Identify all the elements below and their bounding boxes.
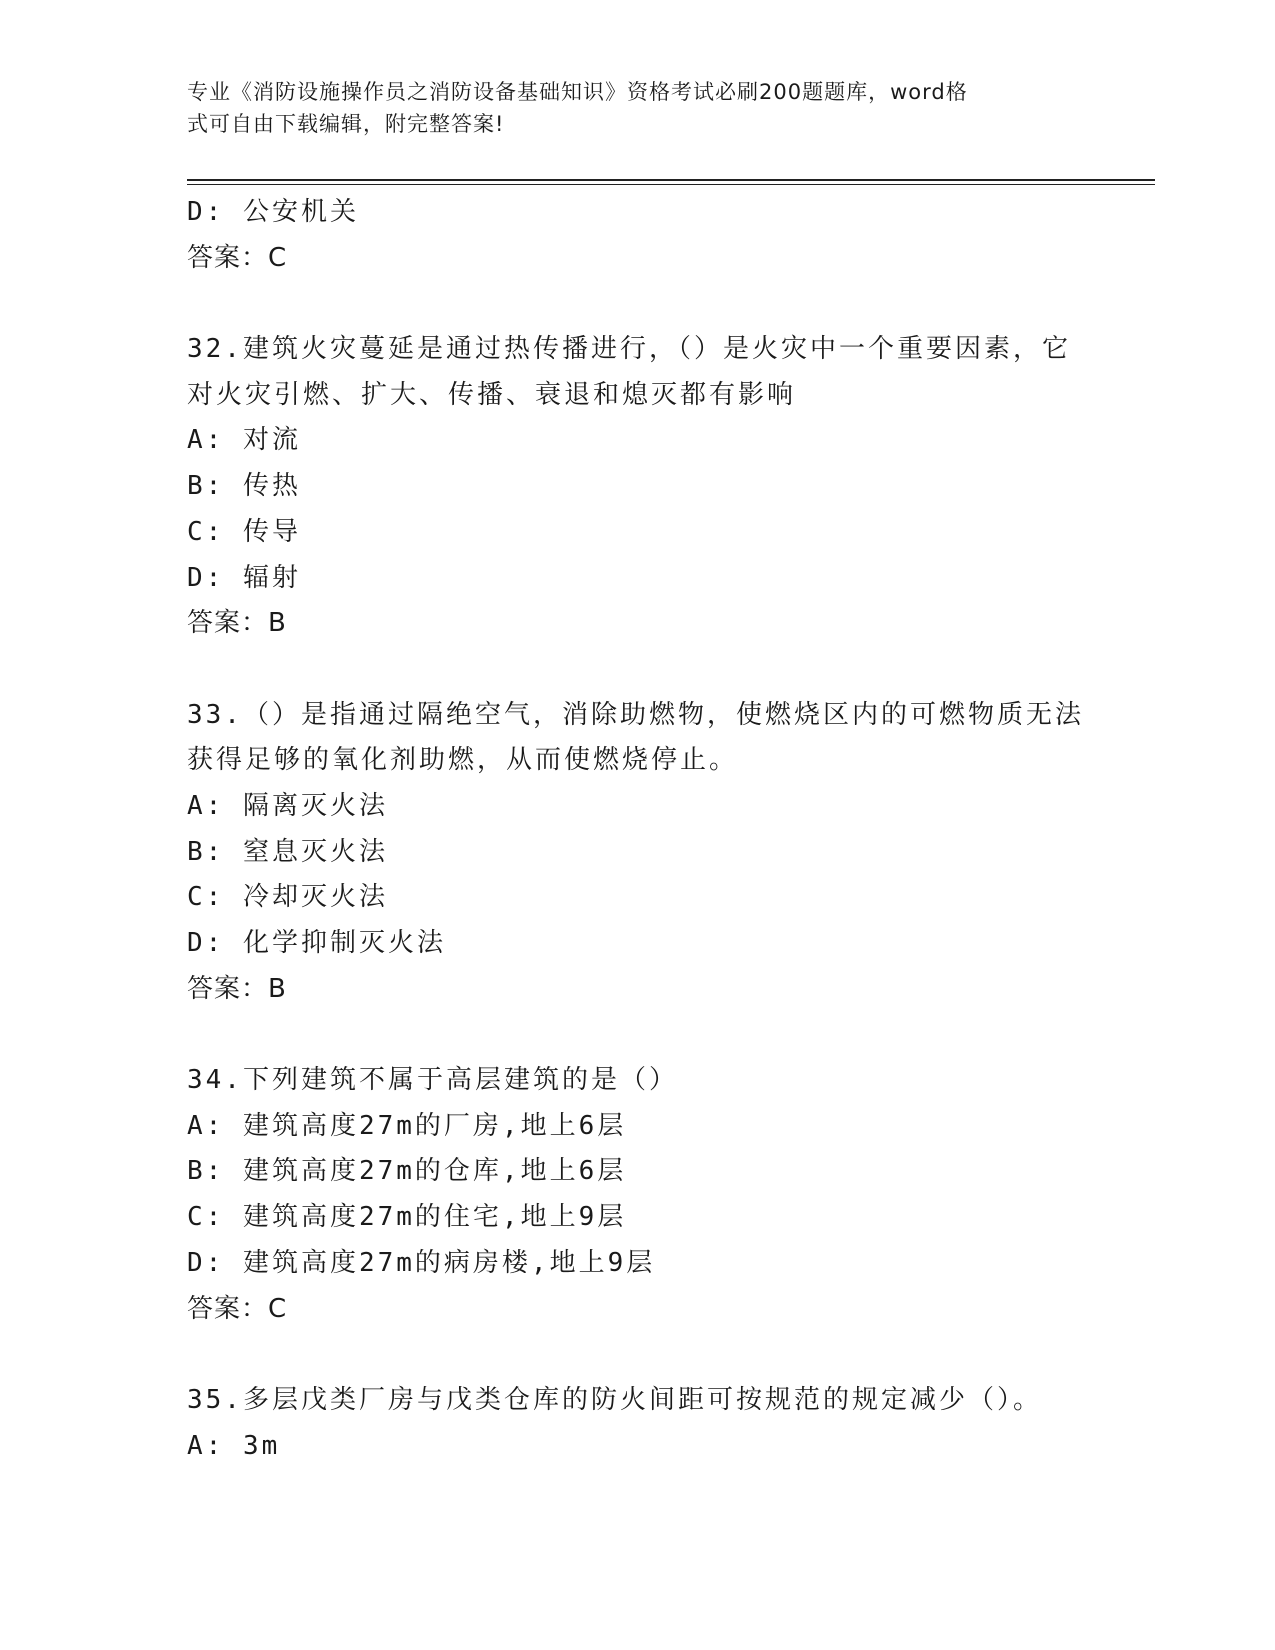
option-b: B: 建筑高度27m的仓库,地上6层 — [187, 1156, 627, 1187]
spacer — [187, 1012, 1155, 1058]
header-line-2: 式可自由下载编辑，附完整答案! — [187, 112, 505, 136]
option-a: A: 对流 — [187, 425, 301, 456]
question-35 — [187, 1378, 1155, 1469]
question-stem-line-2: 对火灾引燃、扩大、传播、衰退和熄灭都有影响 — [187, 379, 797, 410]
spacer — [187, 281, 1155, 327]
question-33 — [187, 693, 1155, 1013]
option-c: C: 冷却灭火法 — [187, 882, 388, 913]
question-list — [187, 190, 1155, 1469]
option-a: A: 建筑高度27m的厂房,地上6层 — [187, 1110, 627, 1141]
option-c: C: 传导 — [187, 516, 301, 547]
question-stem-line-2: 获得足够的氧化剂助燃，从而使燃烧停止。 — [187, 745, 739, 776]
question-stem-line-1: 32.建筑火灾蔓延是通过热传播进行，（）是火灾中一个重要因素，它 — [187, 334, 1071, 365]
answer: 答案：C — [187, 242, 288, 273]
option-c: C: 建筑高度27m的住宅,地上9层 — [187, 1202, 627, 1233]
spacer — [187, 647, 1155, 693]
option-b: B: 传热 — [187, 471, 301, 502]
header-line-1: 专业《消防设施操作员之消防设备基础知识》资格考试必刷200题题库，word格 — [187, 80, 968, 104]
question-32 — [187, 327, 1155, 647]
question-stem-line-1: 34.下列建筑不属于高层建筑的是（） — [187, 1065, 678, 1096]
option-d: D: 辐射 — [187, 562, 301, 593]
question-stem-line-1: 35.多层戊类厂房与戊类仓库的防火间距可按规范的规定减少（）。 — [187, 1384, 1042, 1415]
option-d: D: 公安机关 — [187, 197, 359, 227]
option-a: A: 隔离灭火法 — [187, 790, 388, 821]
answer: 答案：C — [187, 1293, 288, 1324]
header-divider — [187, 179, 1155, 185]
document-header — [187, 76, 1067, 140]
option-b: B: 窒息灭火法 — [187, 836, 388, 867]
option-a: A: 3m — [187, 1430, 281, 1461]
option-d: D: 化学抑制灭火法 — [187, 928, 446, 958]
answer: 答案：B — [187, 973, 287, 1004]
question-34 — [187, 1058, 1155, 1332]
document-page — [187, 0, 1155, 1650]
spacer — [187, 1332, 1155, 1378]
answer: 答案：B — [187, 608, 287, 639]
question-stem-line-1: 33.（）是指通过隔绝空气，消除助燃物，使燃烧区内的可燃物质无法 — [187, 699, 1084, 730]
option-d: D: 建筑高度27m的病房楼,地上9层 — [187, 1247, 656, 1278]
question-31 — [187, 190, 1155, 281]
